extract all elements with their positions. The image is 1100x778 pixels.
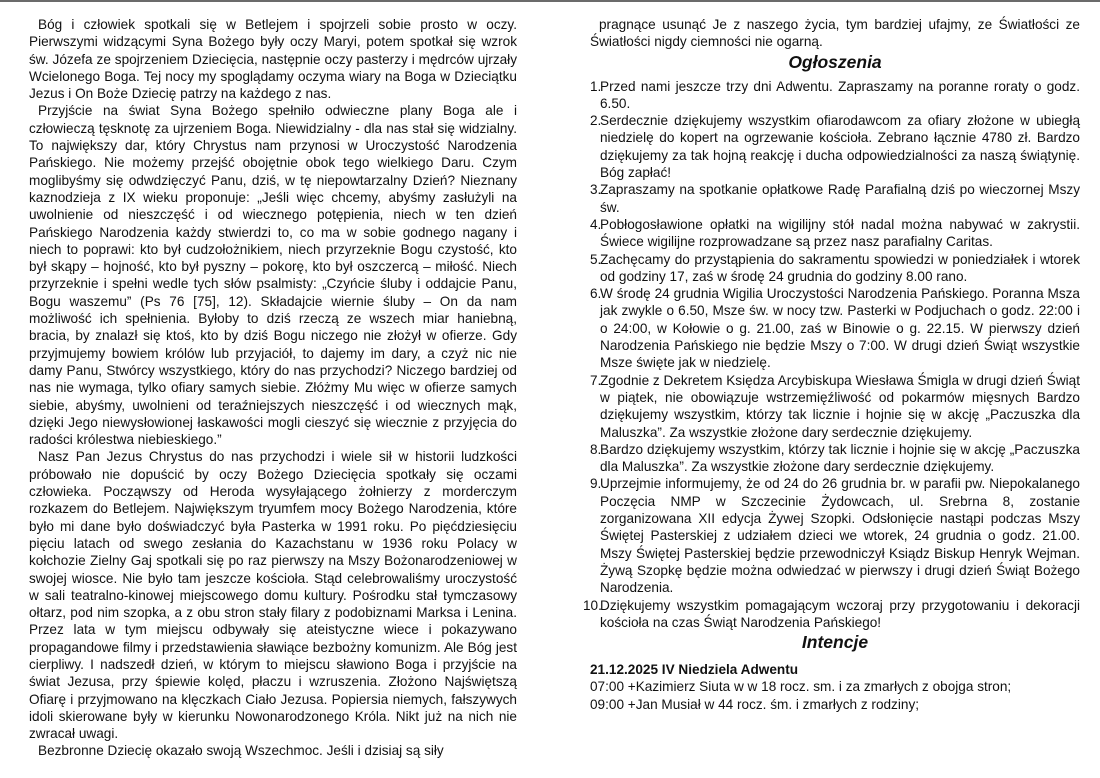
homily-paragraph: Przyjście na świat Syna Bożego spełniło odwieczne plany Boga ale i człowieczą tęsknotę za ujrzeniem Boga. Niewidzialny - dla nas stał się widzialny. To największy dar, który Chrystus nam przynosi w Uroczystość Narodzenia Pańskiego. Nie możemy przejść obojętnie obok tego wielkiego Daru. Czym moglibyśmy się odwdzięczyć Panu, dziś, w tę niepowtarzalny Dzień? Nieznany kaznodzieja z IX wieku proponuje: „Jeśli więc chcemy, abyśmy zasłużyli na uwolnienie od nieszczęść i od wiecznego potępienia, niech w ten dzień Pańskiego Narodzenia każdy stwierdzi to, co ma w sobie godnego nagany i niech to poprawi: kto był cudzołożnikiem, niech przyrzeknie Bogu czystość, kto był skąpy – hojność, kto był pyszny – pokorę, kto był oszczercą – miłość. Niech przyrzeknie i spełni wedle tych słów psalmisty: „Czyńcie śluby i oddajcie Panu, Bogu waszemu” (Ps 76 [75], 12). Składajcie wiernie śluby – On da nam możliwość ich spełnienia. Byłoby to dziś rzeczą ze wszech miar haniebną, bracia, by znalazł się ktoś, kto by dziś Bogu niczego nie złożył w ofierze. Gdy przyjmujemy bowiem królów lub przyjaciół, to dajemy im dary, a czyż nic nie damy Panu, Stwórcy wszystkiego, który do nas przychodzi? Niczego bardziej od nas nie wymaga, tylko ofiary samych siebie. Złóżmy Mu więc w ofierze samych siebie, abyśmy, uwolnieni od teraźniejszych nieszczęść i od wiecznych mąk, dzięki Jego niewysłowionej łaskawości mogli cieszyć się wiecznie z przyjęcia do radości królestwa niebieskiego.” <box>29 103 517 448</box>
announcement-number: 4. <box>590 216 602 232</box>
homily-paragraph: Bezbronne Dziecię okazało swoją Wszechmoc. Jeśli i dzisiaj są siły <box>38 743 444 759</box>
intention-line: 07:00 +Kazimierz Siuta w w 18 rocz. sm. i za zmarłych z obojga stron; <box>590 679 1012 695</box>
announcement-text: Zapraszamy na spotkanie opłatkowe Radę Parafialną dziś po wieczornej Mszy św. <box>600 182 1080 215</box>
announcement-number: 8. <box>590 441 602 457</box>
homily-paragraph: Bóg i człowiek spotkali się w Betlejem i spojrzeli sobie prosto w oczy. Pierwszymi widzącymi Syna Bożego były oczy Maryi, potem spotkał się wzrok św. Józefa ze spojrzeniem Dziecięcia, następnie oczy pasterzy i mędrców ujrzały Wcielonego Boga. Tej nocy my spoglądamy oczyma wiary na Boga w Dzieciątku Jezus i On Boże Dziecię patrzy na każdego z nas. <box>29 17 517 102</box>
announcement-item <box>590 78 1080 113</box>
right-column <box>583 16 1080 713</box>
announcement-item <box>590 441 1080 476</box>
left-column <box>29 16 517 760</box>
announcement-text: Bardzo dziękujemy wszystkim, którzy tak licznie i hojnie się w akcję „Paczuszka dla Maluszka”. Za wszystkie złożone dary serdecznie dziękujemy. <box>600 441 1080 475</box>
homily-paragraph: Nasz Pan Jezus Chrystus do nas przychodzi i wiele sił w historii ludzkości próbowało nie dopuścić by oczy Bożego Dziecięcia spotkały się oczami człowieka. Począwszy od Heroda wysyłającego żołnierzy z morderczym rozkazem do Betlejem. Największym tryumfem mocy Bożego Narodzenia, które było mi dane było doświadczyć była Pasterka w 1991 roku. Po pięćdziesięciu pięciu latach od swego zesłania do Kazachstanu w 1936 roku Polacy w kołchozie Zielny Gaj spotkali się po raz pierwszy na Mszy Bożonarodzeniowej w swojej wiosce. Nie było tam jeszcze kościoła. Stąd celebrowaliśmy uroczystość w sali teatralno-kinowej miejscowego domu kultury. Pośrodku stał tymczasowy ołtarz, pod nim szopka, a z obu stron stały filary z podobiznami Marksa i Lenina. Przez lata w tym miejscu odbywały się ateistyczne wiece i pokazywano propagandowe filmy i przedstawienia sławiące bezbożny komunizm. Ale Bóg jest cierpliwy. I nadszedł dzień, w którym to miejscu sławiono Boga i przyjście na świat Jezusa, przy śpiewie kolęd, płaczu i wzruszenia. Złożono Najświętszą Ofiarę i przyjmowano na klęczkach Ciało Jezusa. Popiersia niemych, fałszywych idoli skierowane były w kierunku Nowonarodzonego Króla. Nikt już na nich nie zwracał uwagi. <box>29 449 517 742</box>
announcement-item <box>590 181 1080 216</box>
page-top-border <box>0 0 1100 2</box>
announcement-number: 1. <box>590 78 602 94</box>
announcements-heading: Ogłoszenia <box>788 51 882 72</box>
homily-continuation: pragnące usunąć Je z naszego życia, tym bardziej ufajmy, ze Światłości ze Światłości nigdy ciemności nie ogarną. <box>590 17 1080 50</box>
announcements-list <box>583 78 1080 632</box>
announcement-item <box>590 251 1080 286</box>
announcement-text: Dziękujemy wszystkim pomagającym wczoraj przy przygotowaniu i dekoracji kościoła na czas Świąt Narodzenia Pańskiego! <box>600 597 1080 630</box>
announcement-number: 10. <box>583 597 602 613</box>
announcement-number: 3. <box>590 182 602 198</box>
announcement-item <box>590 372 1080 441</box>
announcement-item <box>590 475 1080 596</box>
announcement-text: Uprzejmie informujemy, że od 24 do 26 grudnia br. w parafii pw. Niepokalanego Poczęcia NMP w Szczecinie Żydowcach, ul. Srebrna 8, zostanie zorganizowana XII edycja Żywej Szopki. Odsłonięcie nastąpi podczas Mszy Świętej Pasterskiej z udziałem dzieci we wtorek, 24 grudnia o godz. 21.00. Mszy Świętej Pasterskiej będzie przewodniczył Ksiądz Biskup Henryk Wejman. Żywą Szopkę będzie można odwiedzać w pierwszy i drugi dzień Świąt Bożego Narodzenia. <box>600 476 1080 596</box>
announcement-number: 5. <box>590 251 602 267</box>
announcement-number: 6. <box>590 286 602 302</box>
announcement-number: 9. <box>590 476 602 492</box>
announcement-text: Przed nami jeszcze trzy dni Adwentu. Zapraszamy na poranne roraty o godz. 6.50. <box>600 78 1080 111</box>
announcement-text: Pobłogosławione opłatki na wigilijny stół nadal można nabywać w zakrystii. Świece wigilijne rozprowadzane są przez nasz parafialny Caritas. <box>600 216 1080 250</box>
announcement-number: 7. <box>590 372 602 388</box>
intention-line: 09:00 +Jan Musiał w 44 rocz. śm. i zmarłych z rodziny; <box>590 696 920 712</box>
announcement-item <box>590 216 1080 251</box>
announcement-text: W środę 24 grudnia Wigilia Uroczystości Narodzenia Pańskiego. Poranna Msza jak zwykle o 6.50, Msze św. w nocy tzw. Pasterki w Podjuchach o godz. 22:00 i o 24:00, w Kołowie o g. 21.00, zaś w Binowie o g. 22.15. W pierwszy dzień Narodzenia Pańskiego nie będzie Mszy o 7:00. W drugi dzień Świąt wszystkie Msze święte jak w niedzielę. <box>600 286 1080 371</box>
announcement-item <box>583 597 1080 632</box>
announcement-number: 2. <box>590 113 602 129</box>
intentions-day-heading: 21.12.2025 IV Niedziela Adwentu <box>590 662 799 678</box>
intentions-heading: Intencje <box>801 632 869 653</box>
announcement-text: Zachęcamy do przystąpienia do sakramentu spowiedzi w poniedziałek i wtorek od godziny 17, zaś w środę 24 grudnia do godziny 8.00 rano. <box>600 251 1080 284</box>
announcement-text: Zgodnie z Dekretem Księdza Arcybiskupa Wiesława Śmigla w drugi dzień Świąt w piątek, nie obowiązuje wstrzemięźliwość od pokarmów mięsnych Bardzo dziękujemy wszystkim, którzy tak licznie i hojnie się w akcję „Paczuszka dla Maluszka”. Za wszystkie złożone dary serdecznie dziękujemy. <box>600 372 1080 440</box>
announcement-item <box>590 285 1080 371</box>
announcement-text: Serdecznie dziękujemy wszystkim ofiarodawcom za ofiary złożone w ubiegłą niedzielę do kopert na ogrzewanie kościoła. Zebrano łącznie 4780 zł. Bardzo dziękujemy za tak hojną reakcję i ducha odpowiedzialności za naszą świątynię. Bóg zapłać! <box>600 113 1080 181</box>
announcement-item <box>590 112 1080 181</box>
